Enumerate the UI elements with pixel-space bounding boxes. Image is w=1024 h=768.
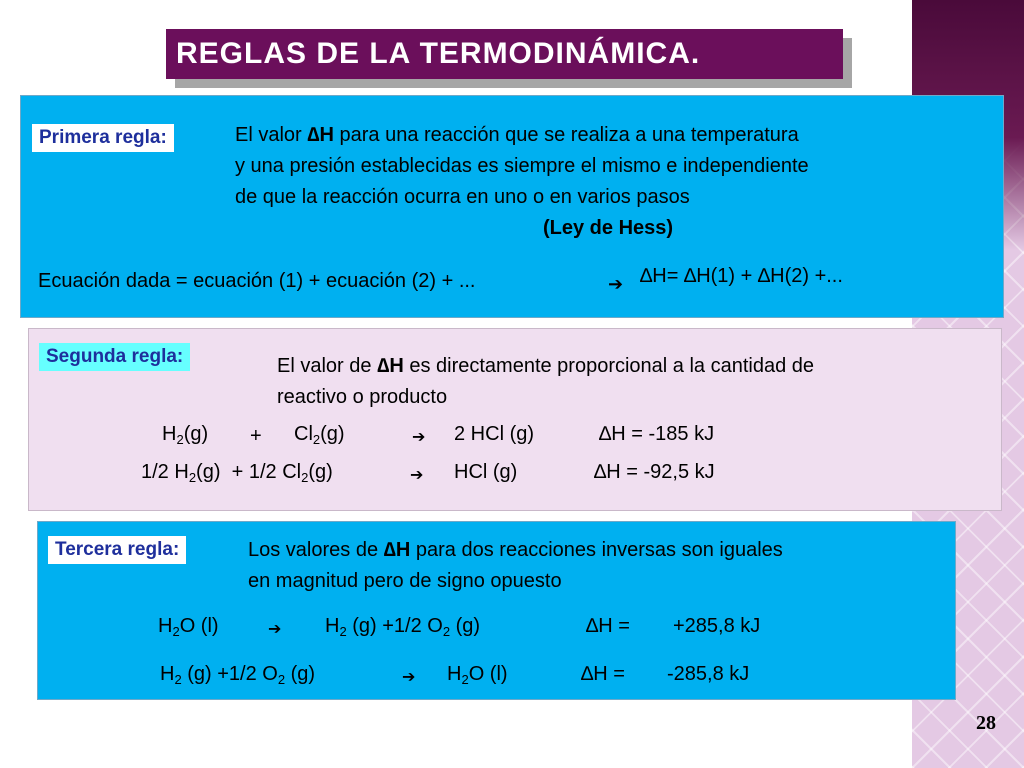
rule3-reaction2-product: $H_2O$ (l) — [447, 663, 508, 687]
arrow-icon: ➔ — [268, 621, 282, 638]
arrow-icon: ➔ — [608, 274, 624, 294]
rule3-reaction1-products: $H_2$ (g) +1/2 $O_2$ (g) — [325, 615, 481, 639]
rule2-label: Segunda regla: — [39, 343, 190, 371]
rule2-reaction1-reactant1: $H_2(g)$ — [162, 423, 209, 447]
rule2-reaction1-dh: ∆H = -185 kJ — [599, 423, 715, 445]
rule1-law: (Ley de Hess) — [543, 217, 674, 239]
rule1-label: Primera regla: — [32, 124, 174, 152]
rule2-reaction2-product: HCl (g) — [454, 461, 518, 483]
rule2-text-line2: reactivo o producto — [277, 386, 448, 408]
rule2-reaction2-reactants: 1/2 $H_2(g) + 1/2$ $Cl_2(g)$ — [141, 461, 333, 485]
rule1-equation: Ecuación dada = ecuación (1) + ecuación (2) + ... — [38, 270, 476, 292]
rule3-text-line2: en magnitud pero de signo opuesto — [248, 570, 562, 592]
slide-title: REGLAS DE LA TERMODINÁMICA. — [166, 29, 843, 79]
rule3-reaction2-dh-value: -285,8 kJ — [667, 663, 750, 685]
rule3-reaction2-reactants: $H_2$ (g) +1/2 $O_2$ (g) — [160, 663, 316, 687]
rule1-text-line2: y una presión establecidas es siempre el mismo e independiente — [235, 155, 809, 177]
rule2-reaction2-dh: ∆H = -92,5 kJ — [594, 461, 715, 483]
rule2-reaction1-plus: + — [250, 425, 262, 447]
arrow-icon: ➔ — [412, 429, 426, 446]
rule1-result: ∆H= ∆H(1) + ∆H(2) +... — [640, 265, 843, 287]
page-number: 28 — [976, 712, 996, 734]
arrow-icon: ➔ — [410, 467, 424, 484]
rule3-reaction2-dh: ∆H = — [581, 663, 625, 685]
rule3-label: Tercera regla: — [48, 536, 186, 564]
rule3-reaction1-reactant: $H_2O$ (l) — [158, 615, 219, 639]
rule1-text-line1: El valor ∆H para una reacción que se realiza a una temperatura — [235, 124, 799, 146]
delta-symbol: ∆ — [307, 124, 320, 146]
rule1-text-line3: de que la reacción ocurra en uno o en varios pasos — [235, 186, 690, 208]
arrow-icon: ➔ — [402, 669, 416, 686]
rule3-reaction1-dh-value: +285,8 kJ — [673, 615, 761, 637]
rule2-text-line1: El valor de ∆H es directamente proporcional a la cantidad de — [277, 355, 815, 377]
rule3-text-line1: Los valores de ∆H para dos reacciones inversas son iguales — [248, 539, 783, 561]
rule2-reaction1-reactant2: $Cl_2(g)$ — [294, 423, 345, 447]
rule3-reaction1-dh: ∆H = — [586, 615, 630, 637]
rule2-reaction1-product: 2 HCl (g) — [454, 423, 535, 445]
